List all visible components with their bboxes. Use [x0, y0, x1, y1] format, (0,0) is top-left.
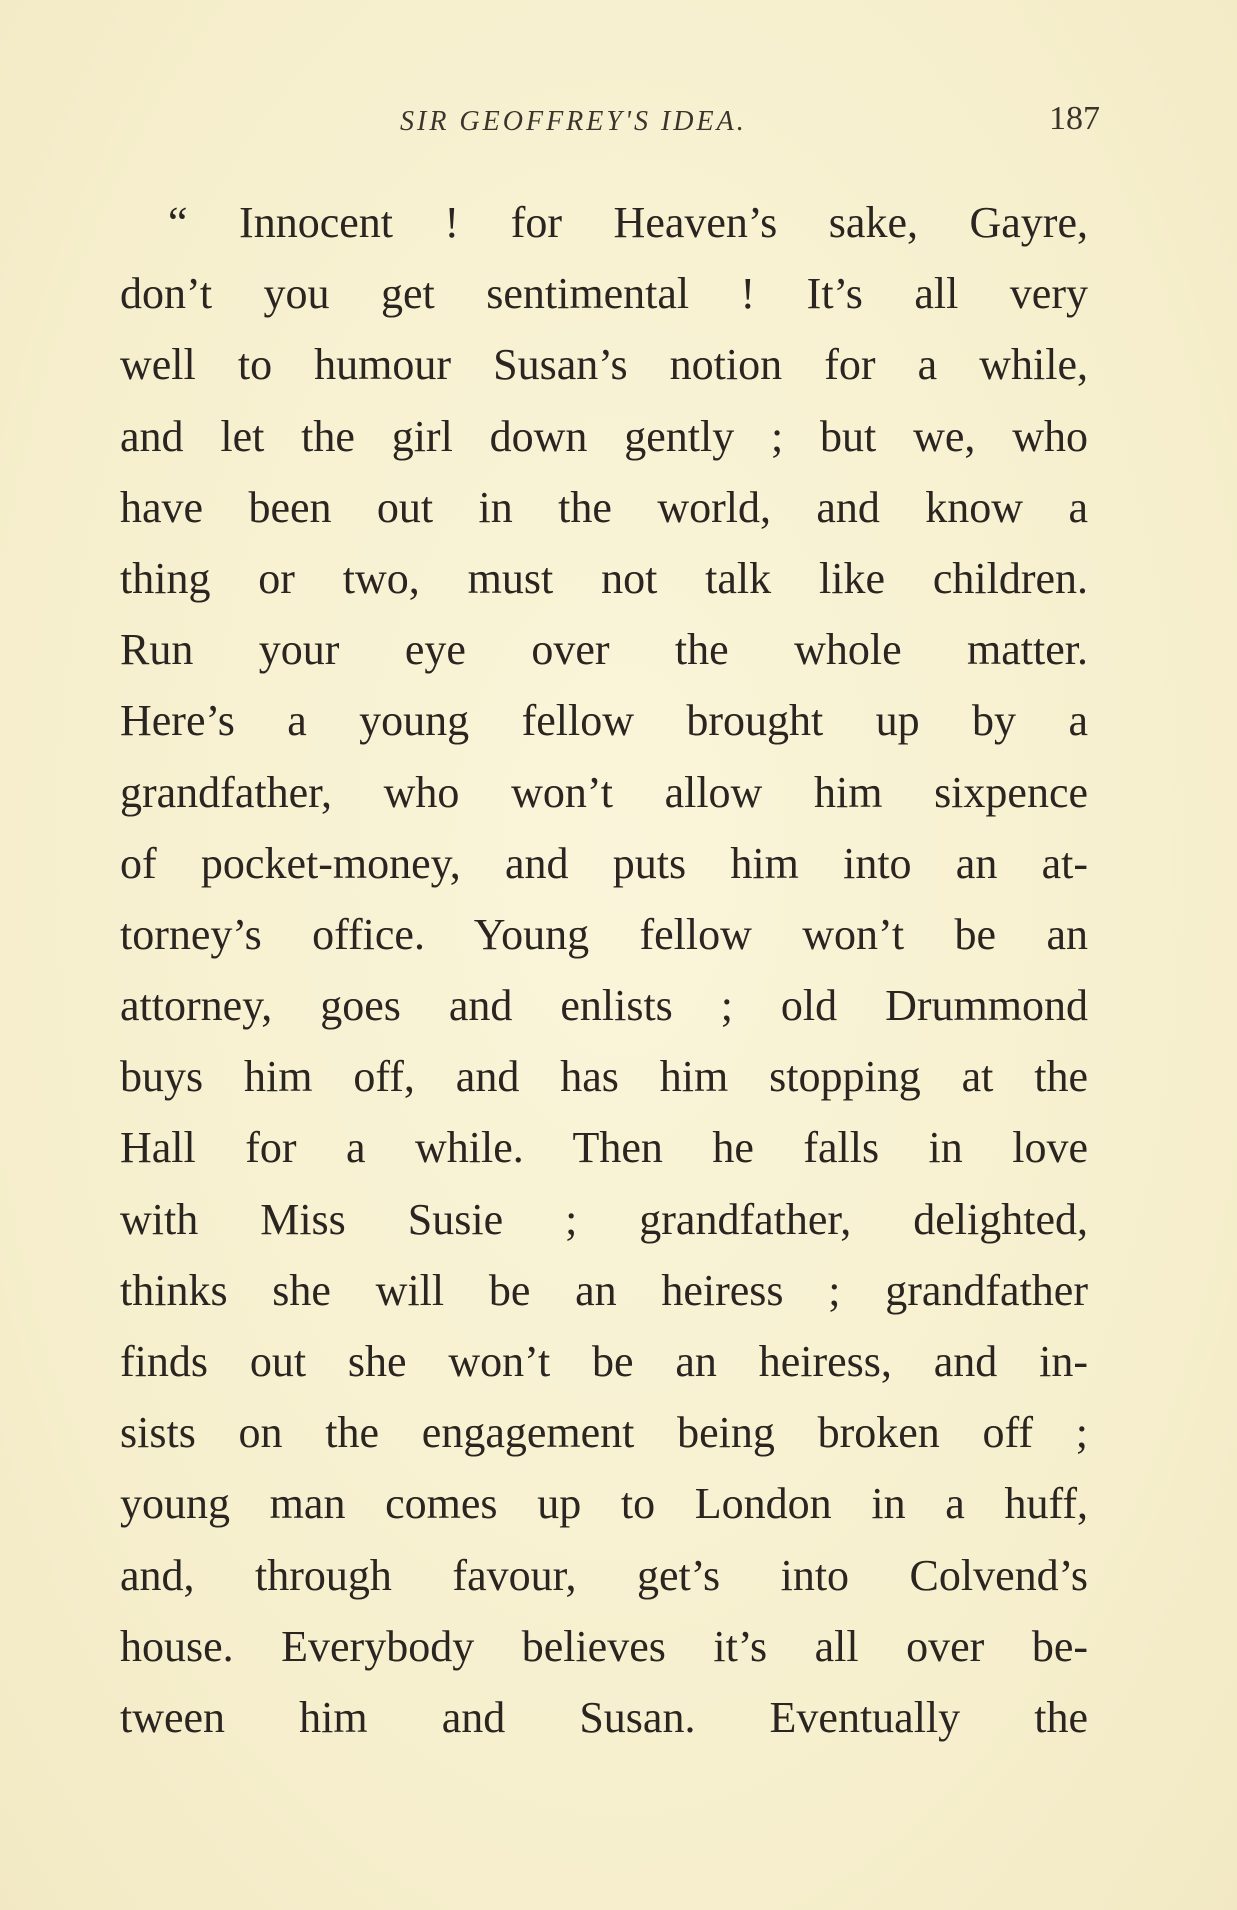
- text-line: young man comes up to London in a huff,: [120, 1479, 1088, 1529]
- text-line: grandfather, who won’t allow him sixpence: [120, 767, 1088, 817]
- body-text: [120, 187, 1088, 1753]
- text-line: of pocket-money, and puts him into an at-: [120, 838, 1088, 888]
- text-line: with Miss Susie ; grandfather, delighted,: [120, 1194, 1088, 1244]
- text-line: Run your eye over the whole matter.: [120, 625, 1088, 675]
- running-title: SIR GEOFFREY'S IDEA.: [400, 106, 747, 137]
- page-number: 187: [1049, 100, 1100, 137]
- text-line: buys him off, and has him stopping at the: [120, 1052, 1088, 1102]
- text-line: Hall for a while. Then he falls in love: [120, 1123, 1088, 1173]
- text-line: and let the girl down gently ; but we, who: [120, 411, 1088, 461]
- text-line: “ Innocent ! for Heaven’s sake, Gayre,: [168, 198, 1088, 247]
- text-line: house. Everybody believes it’s all over be-: [120, 1621, 1088, 1671]
- text-line: well to humour Susan’s notion for a while,: [120, 340, 1088, 390]
- text-line: attorney, goes and enlists ; old Drummond: [120, 981, 1088, 1031]
- text-line: thing or two, must not talk like children.: [120, 553, 1088, 603]
- text-line: thinks she will be an heiress ; grandfather: [120, 1265, 1088, 1315]
- text-line: torney’s office. Young fellow won’t be an: [120, 909, 1088, 959]
- text-line: don’t you get sentimental ! It’s all very: [120, 269, 1088, 319]
- text-line: have been out in the world, and know a: [120, 482, 1088, 532]
- text-line: and, through favour, get’s into Colvend’s: [120, 1550, 1088, 1600]
- text-line: finds out she won’t be an heiress, and in-: [120, 1337, 1088, 1386]
- running-head: [120, 100, 1100, 150]
- text-line: tween him and Susan. Eventually the: [120, 1692, 1088, 1742]
- text-line: sists on the engagement being broken off ;: [120, 1408, 1088, 1458]
- text-line: Here’s a young fellow brought up by a: [120, 696, 1088, 746]
